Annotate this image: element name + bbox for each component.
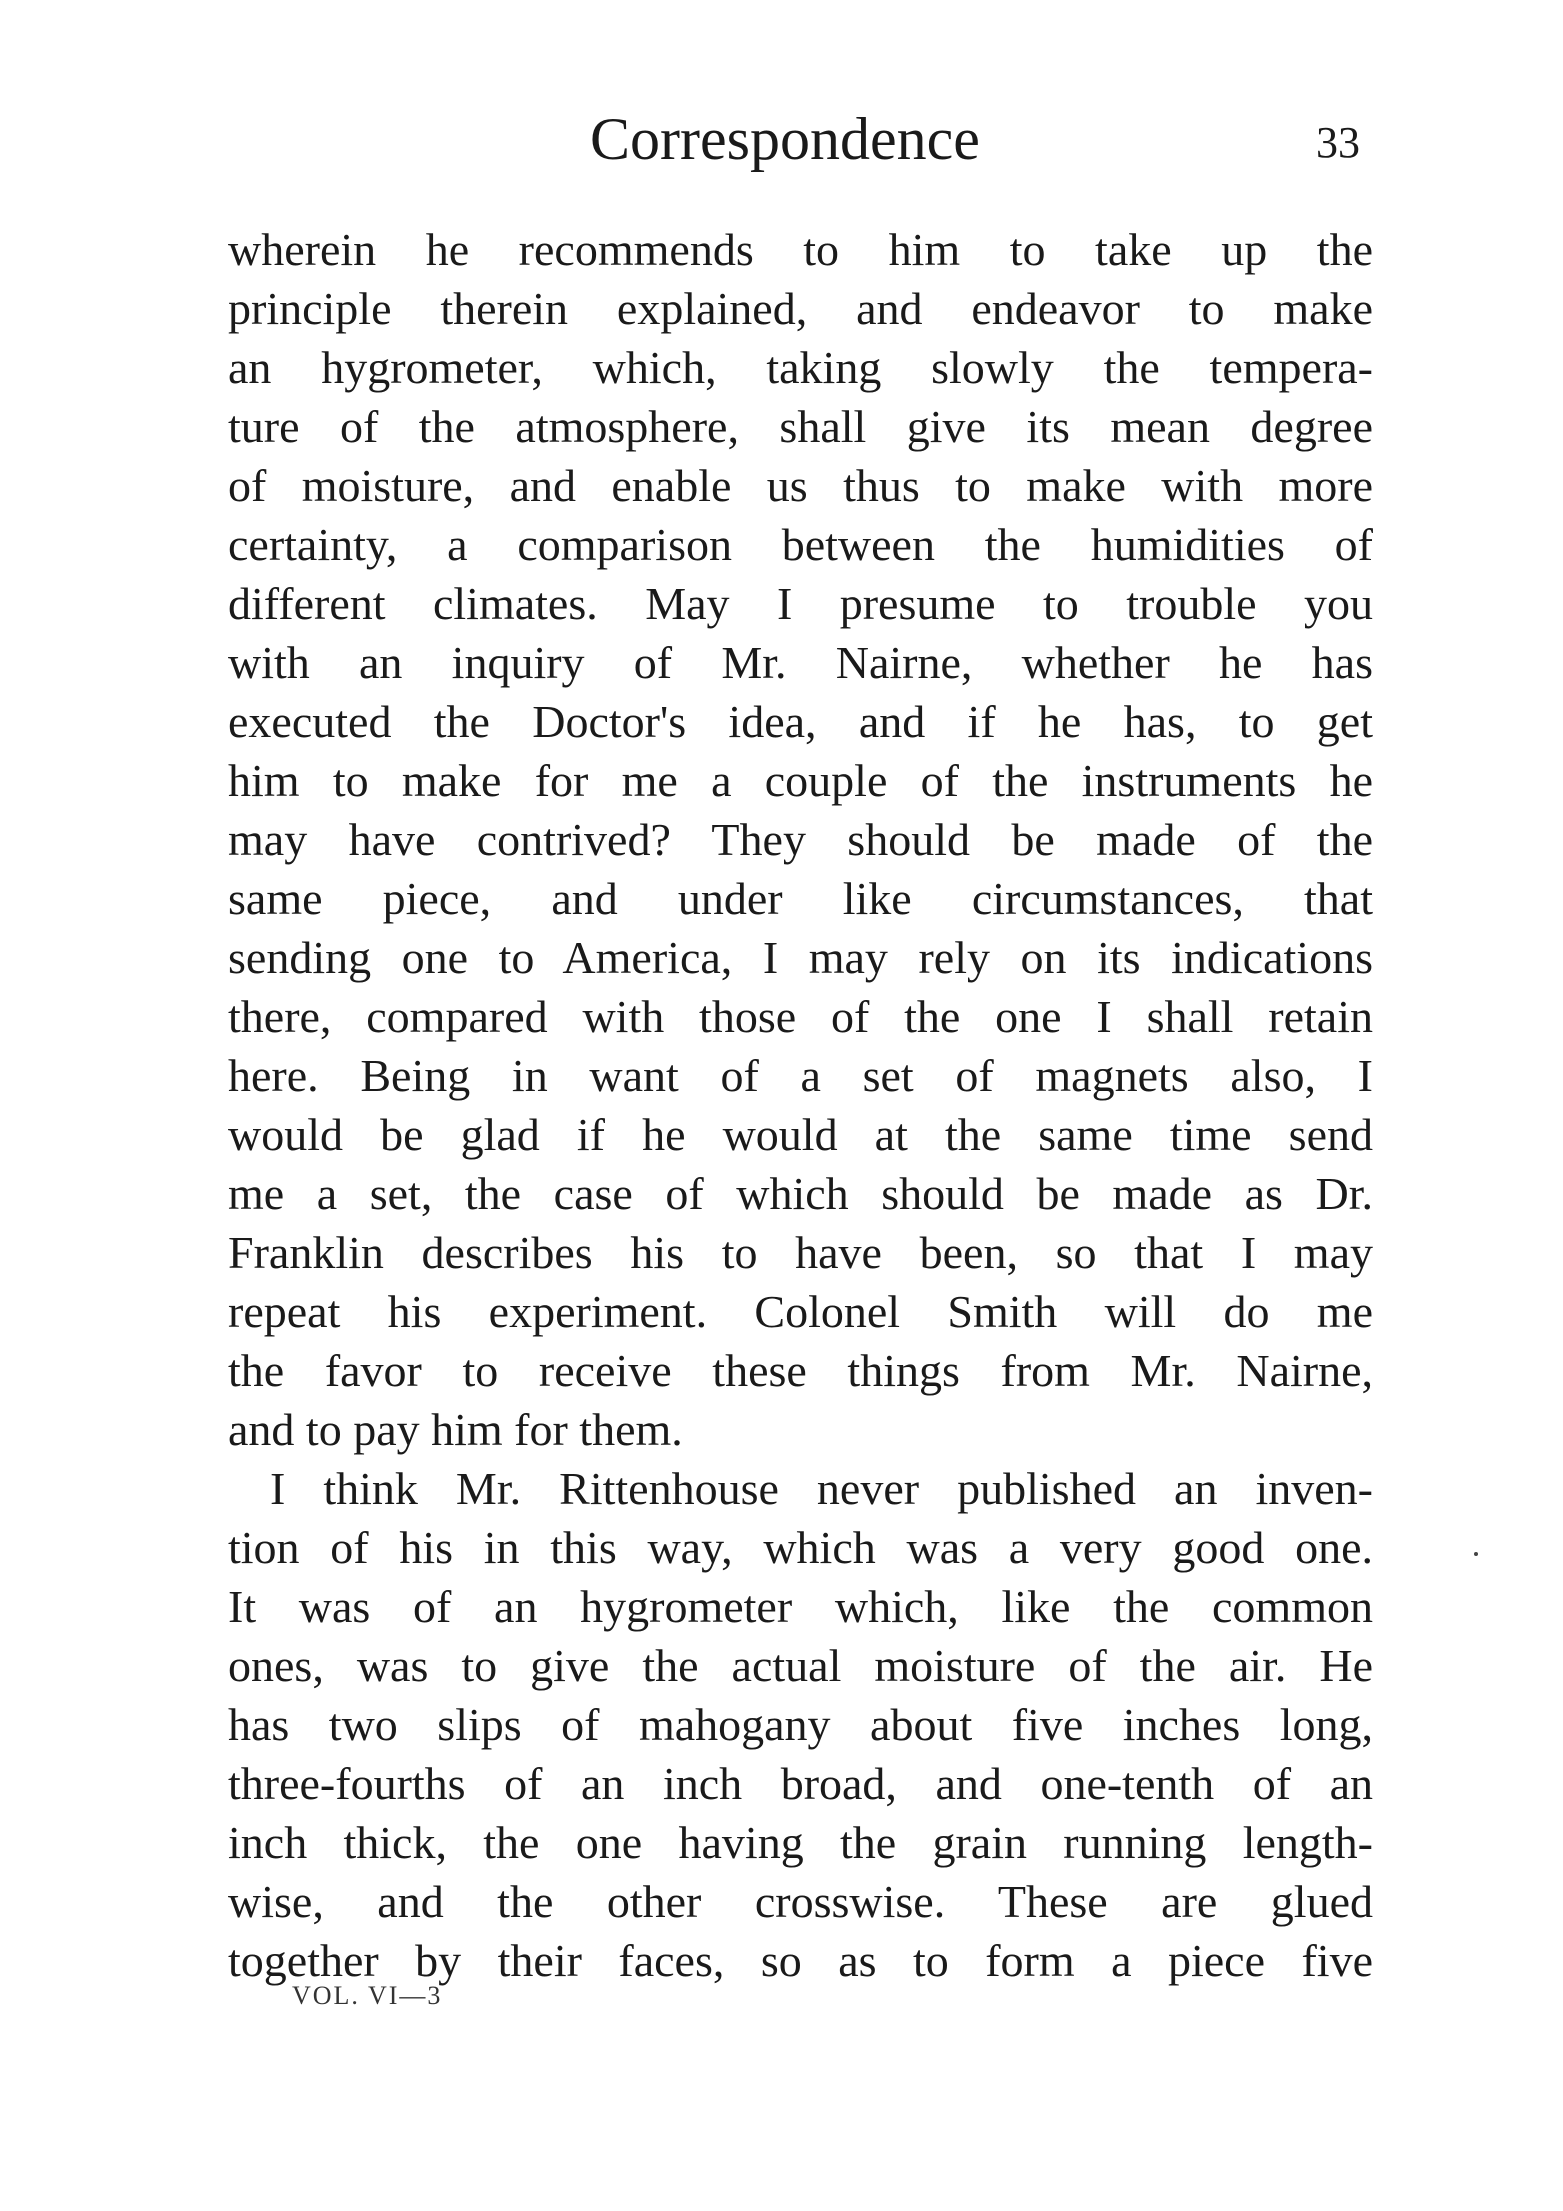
text-line: principle therein explained, and endeavor to make bbox=[228, 283, 1373, 334]
text-line: would be glad if he would at the same time send bbox=[228, 1109, 1373, 1160]
paragraph-2 bbox=[228, 1459, 1373, 1990]
text-line: him to make for me a couple of the instruments he bbox=[228, 755, 1373, 806]
text-line: wise, and the other crosswise. These are glued bbox=[228, 1876, 1373, 1927]
text-line: of moisture, and enable us thus to make with more bbox=[228, 460, 1373, 511]
text-line: certainty, a comparison between the humidities of bbox=[228, 519, 1373, 570]
text-line: same piece, and under like circumstances, that bbox=[228, 873, 1373, 924]
text-line: with an inquiry of Mr. Nairne, whether he has bbox=[228, 637, 1373, 688]
signature-mark: VOL. VI—3 bbox=[292, 1981, 443, 2010]
text-line: here. Being in want of a set of magnets also, I bbox=[228, 1050, 1373, 1101]
text-line: three-fourths of an inch broad, and one-tenth of an bbox=[228, 1758, 1373, 1809]
text-line: the favor to receive these things from Mr. Nairne, bbox=[228, 1345, 1373, 1396]
text-line: ture of the atmosphere, shall give its mean degree bbox=[228, 401, 1373, 452]
paragraph-1 bbox=[228, 220, 1373, 1459]
text-line: ones, was to give the actual moisture of the air. He bbox=[228, 1640, 1373, 1691]
text-line: Franklin describes his to have been, so that I may bbox=[228, 1227, 1373, 1278]
text-line: me a set, the case of which should be made as Dr. bbox=[228, 1168, 1373, 1219]
text-line: executed the Doctor's idea, and if he has, to get bbox=[228, 696, 1373, 747]
text-line: and to pay him for them. bbox=[228, 1404, 683, 1455]
text-line: tion of his in this way, which was a very good one. bbox=[228, 1522, 1373, 1573]
text-line: there, compared with those of the one I shall retain bbox=[228, 991, 1373, 1042]
text-line: sending one to America, I may rely on its indications bbox=[228, 932, 1373, 983]
text-line: may have contrived? They should be made of the bbox=[228, 814, 1373, 865]
text-line: wherein he recommends to him to take up the bbox=[228, 224, 1373, 275]
text-line: different climates. May I presume to trouble you bbox=[228, 578, 1373, 629]
text-line: together by their faces, so as to form a piece five bbox=[228, 1935, 1373, 1986]
body-text bbox=[228, 220, 1373, 1990]
stray-ink-dot bbox=[1474, 1552, 1478, 1556]
text-line: I think Mr. Rittenhouse never published an inven- bbox=[270, 1463, 1373, 1514]
text-line: It was of an hygrometer which, like the common bbox=[228, 1581, 1373, 1632]
text-line: repeat his experiment. Colonel Smith will do me bbox=[228, 1286, 1373, 1337]
page-number: 33 bbox=[1316, 118, 1360, 167]
text-line: has two slips of mahogany about five inches long, bbox=[228, 1699, 1373, 1750]
text-line: an hygrometer, which, taking slowly the tempera- bbox=[228, 342, 1373, 393]
running-title: Correspondence bbox=[590, 106, 980, 172]
text-line: inch thick, the one having the grain running length- bbox=[228, 1817, 1373, 1868]
